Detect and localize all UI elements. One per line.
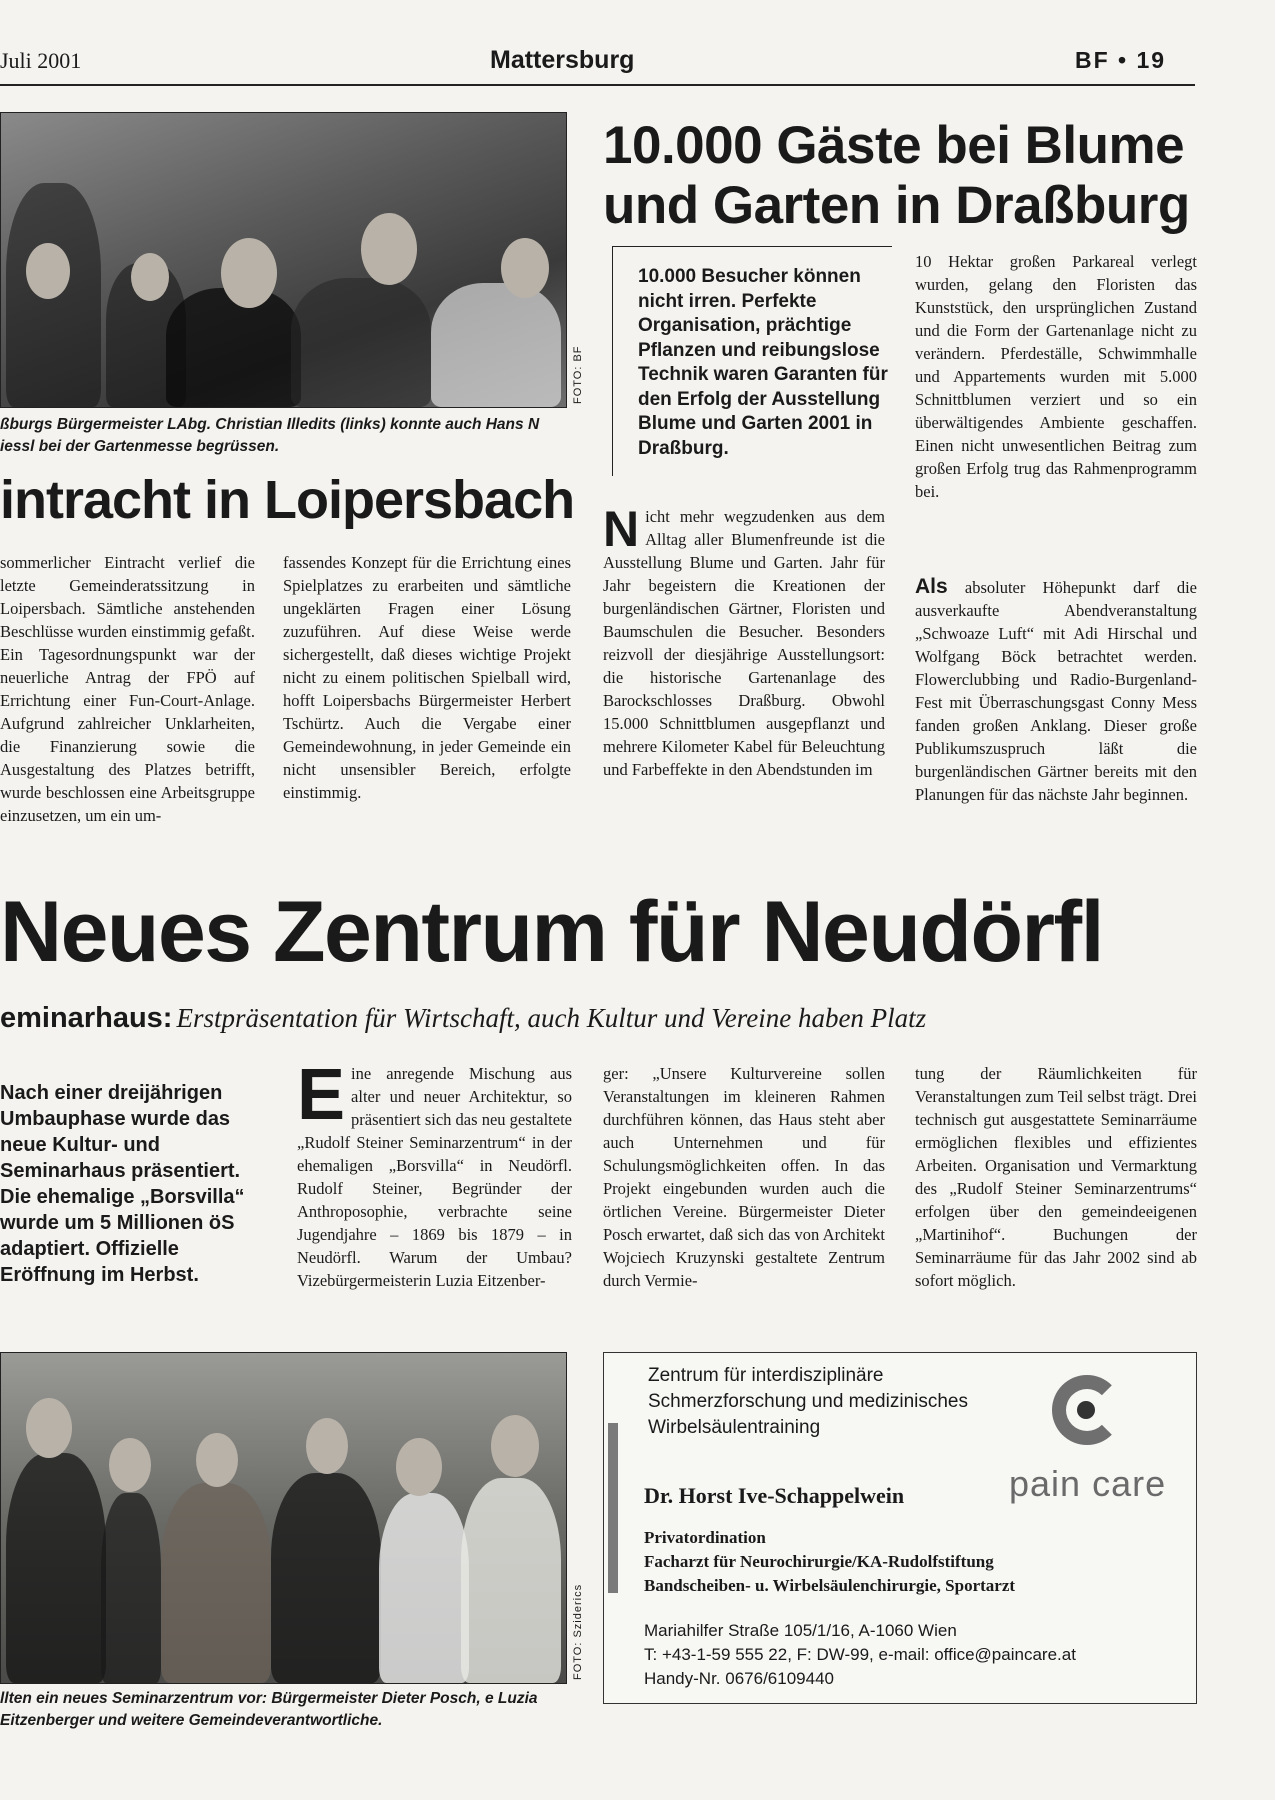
header-rule [0,84,1195,86]
photo-caption-1: ßburgs Bürgermeister LAbg. Christian Illedits (links) konnte auch Hans N iessl bei der Gartenmesse begrüssen. [0,416,540,455]
issue-date: Juli 2001 [0,48,82,73]
drop-cap-e: E [297,1055,346,1135]
ad-mobile: Handy-Nr. 0676/6109440 [644,1669,834,1688]
ad-doctor-name: Dr. Horst Ive-Schappelwein [644,1483,905,1508]
ad-phone: T: +43-1-59 555 22, F: DW-99, e-mail: office@paincare.at [644,1645,1076,1664]
ad-credentials: Privatordination Facharzt für Neurochirurgie/KA-Rudolfstiftung Bandscheiben- u. Wirbelsäulenchirurgie, Sportarzt [644,1528,1016,1595]
ad-accent-bar [608,1423,618,1593]
ad-contact [644,1619,1076,1691]
section-title: Mattersburg [490,46,635,74]
headline-drassburg-line1: 10.000 Gäste bei Blume [603,116,1185,175]
photo-caption-2: llten ein neues Seminarzentrum vor: Bürgermeister Dieter Posch, e Luzia Eitzenberger und weitere Gemeindeverantwortliche. [0,1690,538,1729]
ad-tagline: Zentrum für interdisziplinäre Schmerzforschung und medizinisches Wirbelsäulentraining [648,1365,968,1438]
loipersbach-column-1: sommerlicher Eintracht verlief die letzte Gemeinderatssitzung in Loipersbach. Sämtliche anstehenden Beschlüsse wurden einstimmig gefaßt. Ein Tagesordnungspunkt war der neuerliche Antrag der FPÖ auf Errichtung einer Fun-Court-Anlage. Aufgrund zahlreicher Unklarheiten, die Finanzierung sowie die Ausgestaltung des Platzes betrifft, wurde beschlossen eine Arbeitsgruppe einzusetzen, um ein um- [0,553,255,825]
ad-address: Mariahilfer Straße 105/1/16, A-1060 Wien [644,1621,957,1640]
garden-fair-photo [0,112,567,408]
drassburg-body-3: Als absoluter Höhepunkt darf die ausverkaufte Abendveranstaltung „Schwoaze Luft“ mit Adi Hirschal und Wolfgang Böck betrachtet werden. Flowerclubbing und Radio-Burgenland-Fest mit Überraschungsgast Conny Mess fanden großen Anklang. Dieser große Publikumszuspruch läßt die burgenländischen Gärtner bereits mit den Planungen für das nächste Jahr beginnen. [915,575,1197,804]
neudoerfl-lead: Nach einer dreijährigen Umbauphase wurde das neue Kultur- und Seminarhaus präsentiert. Die ehemalige „Borsvilla“ wurde um 5 Millionen öS adaptiert. Offizielle Eröffnung im Herbst. [0,1082,245,1286]
kicker: eminarhaus: [0,1002,173,1034]
headline-drassburg-line2: und Garten in Draßburg [603,176,1190,235]
headline-neudoerfl: Neues Zentrum für Neudörfl [0,884,1103,980]
drop-cap-n: N [603,501,640,557]
photo-credit-sziderics: FOTO: Sziderics [572,1583,584,1680]
photo-credit-bf: FOTO: BF [572,345,584,404]
lead-box-left-rule [612,246,613,476]
logo-dot [1077,1401,1095,1419]
drassburg-lead: 10.000 Besucher können nicht irren. Perfekte Organisation, prächtige Pflanzen und reibungslose Technik waren Garanten für den Erfolg der Ausstellung Blume und Garten 2001 in Draßburg. [638,266,888,459]
pain-care-logo-text: pain care [1009,1463,1167,1504]
drassburg-body-2: 10 Hektar großen Parkareal verlegt wurden, gelang den Floristen das Kunststück, den ursprünglichen Zustand und die Form der Gartenanlage nicht zu verändern. Pferdeställe, Schwimmhalle und Appartements wurden mit 5.000 Schnittblumen verziert und so ein überwältigendes Ambiente geschaffen. Einen nicht unwesentlichen Beitrag zum großen Erfolg trug das Rahmenprogramm bei. [915,252,1197,501]
neudoerfl-column-2: ger: „Unsere Kulturvereine sollen Veranstaltungen im kleineren Rahmen durchführen können, das Haus steht aber auch Unternehmen und für Schulungsmöglichkeiten offen. In das Projekt eingebunden wurden auch die örtlichen Vereine. Bürgermeister Dieter Posch erwartet, daß sich das von Architekt Wojciech Kruzynski gestaltete Zentrum durch Vermie- [603,1064,885,1290]
subheadline [0,1002,926,1035]
lead-box-top-rule [612,246,892,247]
neudoerfl-column-1: Eine anregende Mischung aus alter und neuer Architektur, so präsentiert sich das neu gestaltete „Rudolf Steiner Seminarzentrum“ in der ehemaligen „Borsvilla“ in Neudörfl. Rudolf Steiner, Begründer der Anthroposophie, verbrachte seine Jugendjahre – 1869 bis 1879 – in Neudörfl. Warum der Umbau? Vizebürgermeisterin Luzia Eitzenber- [297,1055,572,1290]
page-number: BF • 19 [1075,47,1167,73]
neudoerfl-column-3: tung der Räumlichkeiten für Veranstaltungen zum Teil selbst trägt. Drei technisch gut ausgestattete Seminarräume ermöglichen flexibles und effizientes Arbeiten. Organisation und Vermarktung des „Rudolf Steiner Seminarzentrums“ erfolgen über den gemeindeeigenen „Martinihof“. Buchungen der Seminarräume für das Jahr 2002 sind ab sofort möglich. [915,1064,1197,1290]
pain-care-ad [603,1352,1197,1704]
seminar-group-photo [0,1352,567,1684]
loipersbach-column-2: fassendes Konzept für die Errichtung eines Spielplatzes zu erarbeiten und sämtliche ungeklärten Fragen einer Lösung zuzuführen. Auf diese Weise werde sichergestellt, daß dieses wichtige Projekt nicht zu einem politischen Spielball wird, hofft Loipersbachs Bürgermeister Herbert Tschürtz. Auch die Vergabe einer Gemeindewohnung, in jeder Gemeinde ein nicht unsensibler Bereich, erfolgte einstimmig. [283,553,571,802]
subhead-text: Erstpräsentation für Wirtschaft, auch Kultur und Vereine haben Platz [176,1003,927,1033]
headline-loipersbach: intracht in Loipersbach [0,470,575,530]
drassburg-body-1: Nicht mehr wegzudenken aus dem Alltag aller Blumenfreunde ist die Ausstellung Blume und Garten. Jahr für Jahr begeistern die Kreationen der burgenländischen Gärtner, Floristen und Baumschulen die Besucher. Besonders reizvoll der diesjährige Ausstellungsort: die historische Gartenanlage des Barockschlosses Draßburg. Obwohl 15.000 Schnittblumen ausgepflanzt und mehrere Kilometer Kabel für Beleuchtung und Farbeffekte in den Abendstunden im [603,501,885,779]
